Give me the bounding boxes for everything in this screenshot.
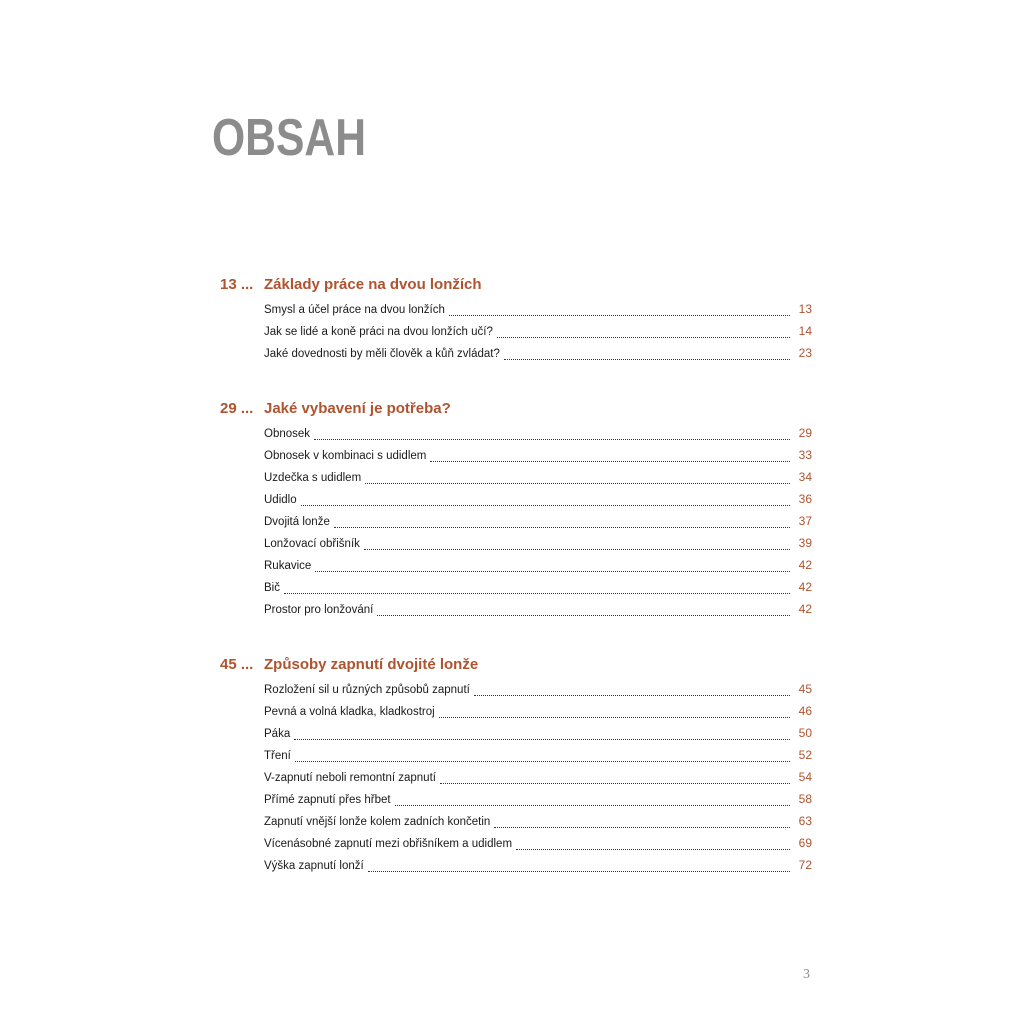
dot-leader xyxy=(430,461,790,462)
entry-page-number: 34 xyxy=(798,470,812,484)
toc-entry[interactable] xyxy=(264,302,812,324)
entry-title: Jaké dovednosti by měli člověk a kůň zvládat? xyxy=(264,348,500,360)
section-title: Základy práce na dvou lonžích xyxy=(264,276,482,293)
entry-page-number: 72 xyxy=(798,858,812,872)
section-page-number: 29 ... xyxy=(220,400,254,417)
entry-page-number: 13 xyxy=(798,302,812,316)
entry-title: Páka xyxy=(264,728,291,740)
dot-leader xyxy=(314,439,790,440)
entry-title: Dvojitá lonže xyxy=(264,516,330,528)
toc-entry[interactable] xyxy=(264,770,812,792)
toc-entry[interactable] xyxy=(264,748,812,770)
toc-entry[interactable] xyxy=(264,580,812,602)
entry-title: Jak se lidé a koně práci na dvou lonžích učí? xyxy=(264,326,493,338)
entry-title: V-zapnutí neboli remontní zapnutí xyxy=(264,772,436,784)
entry-title: Lonžovací obřišník xyxy=(264,538,360,550)
entry-page-number: 42 xyxy=(798,558,812,572)
dot-leader xyxy=(439,717,790,718)
entry-title: Obnosek v kombinaci s udidlem xyxy=(264,450,427,462)
toc-entry[interactable] xyxy=(264,346,812,368)
dot-leader xyxy=(474,695,790,696)
dot-leader xyxy=(494,827,790,828)
entry-title: Výška zapnutí lonží xyxy=(264,860,364,872)
toc-entry[interactable] xyxy=(264,448,812,470)
dot-leader xyxy=(295,761,790,762)
section-heading[interactable] xyxy=(220,276,812,296)
entry-page-number: 46 xyxy=(798,704,812,718)
entry-title: Přímé zapnutí přes hřbet xyxy=(264,794,391,806)
entry-title: Prostor pro lonžování xyxy=(264,604,374,616)
entry-page-number: 39 xyxy=(798,536,812,550)
dot-leader xyxy=(440,783,790,784)
entry-title: Bič xyxy=(264,582,280,594)
entry-page-number: 69 xyxy=(798,836,812,850)
entry-page-number: 23 xyxy=(798,346,812,360)
entry-page-number: 14 xyxy=(798,324,812,338)
toc-entry[interactable] xyxy=(264,558,812,580)
entry-page-number: 58 xyxy=(798,792,812,806)
toc-entry[interactable] xyxy=(264,492,812,514)
toc-entries xyxy=(220,302,812,368)
dot-leader xyxy=(315,571,790,572)
section-page-number: 13 ... xyxy=(220,276,254,293)
toc-entry[interactable] xyxy=(264,324,812,346)
toc-entry[interactable] xyxy=(264,858,812,880)
toc-entry[interactable] xyxy=(264,536,812,558)
dot-leader xyxy=(377,615,790,616)
section-heading[interactable] xyxy=(220,656,812,676)
toc-entry[interactable] xyxy=(264,514,812,536)
entry-page-number: 42 xyxy=(798,580,812,594)
entry-title: Tření xyxy=(264,750,291,762)
section-heading[interactable] xyxy=(220,400,812,420)
section-page-number: 45 ... xyxy=(220,656,254,673)
section-title: Způsoby zapnutí dvojité lonže xyxy=(264,656,479,673)
entry-title: Rozložení sil u různých způsobů zapnutí xyxy=(264,684,470,696)
dot-leader xyxy=(504,359,790,360)
entry-title: Smysl a účel práce na dvou lonžích xyxy=(264,304,445,316)
entry-title: Uzdečka s udidlem xyxy=(264,472,362,484)
toc-section-3 xyxy=(220,656,812,880)
toc-entry[interactable] xyxy=(264,726,812,748)
entry-page-number: 52 xyxy=(798,748,812,762)
toc-entry[interactable] xyxy=(264,792,812,814)
dot-leader xyxy=(284,593,790,594)
dot-leader xyxy=(364,549,790,550)
entry-page-number: 50 xyxy=(798,726,812,740)
toc-entry[interactable] xyxy=(264,836,812,858)
entry-title: Rukavice xyxy=(264,560,312,572)
toc-entries xyxy=(220,682,812,880)
toc-entries xyxy=(220,426,812,624)
entry-title: Zapnutí vnější lonže kolem zadních končetin xyxy=(264,816,491,828)
toc-entry[interactable] xyxy=(264,704,812,726)
entry-page-number: 36 xyxy=(798,492,812,506)
page-number: 3 xyxy=(803,967,810,982)
entry-title: Pevná a volná kladka, kladkostroj xyxy=(264,706,435,718)
entry-page-number: 54 xyxy=(798,770,812,784)
toc-entry[interactable] xyxy=(264,470,812,492)
entry-title: Vícenásobné zapnutí mezi obřišníkem a udidlem xyxy=(264,838,513,850)
dot-leader xyxy=(516,849,790,850)
entry-title: Udidlo xyxy=(264,494,297,506)
entry-page-number: 42 xyxy=(798,602,812,616)
entry-page-number: 33 xyxy=(798,448,812,462)
entry-page-number: 29 xyxy=(798,426,812,440)
toc-entry[interactable] xyxy=(264,814,812,836)
dot-leader xyxy=(395,805,790,806)
dot-leader xyxy=(365,483,790,484)
toc-section-2 xyxy=(220,400,812,624)
toc-section-1 xyxy=(220,276,812,368)
entry-page-number: 45 xyxy=(798,682,812,696)
entry-title: Obnosek xyxy=(264,428,311,440)
toc-entry[interactable] xyxy=(264,602,812,624)
toc-entry[interactable] xyxy=(264,426,812,448)
dot-leader xyxy=(449,315,790,316)
dot-leader xyxy=(301,505,790,506)
page-title: OBSAH xyxy=(212,109,366,167)
dot-leader xyxy=(294,739,790,740)
section-title: Jaké vybavení je potřeba? xyxy=(264,400,451,417)
dot-leader xyxy=(334,527,790,528)
dot-leader xyxy=(368,871,790,872)
entry-page-number: 37 xyxy=(798,514,812,528)
entry-page-number: 63 xyxy=(798,814,812,828)
toc-entry[interactable] xyxy=(264,682,812,704)
dot-leader xyxy=(497,337,790,338)
